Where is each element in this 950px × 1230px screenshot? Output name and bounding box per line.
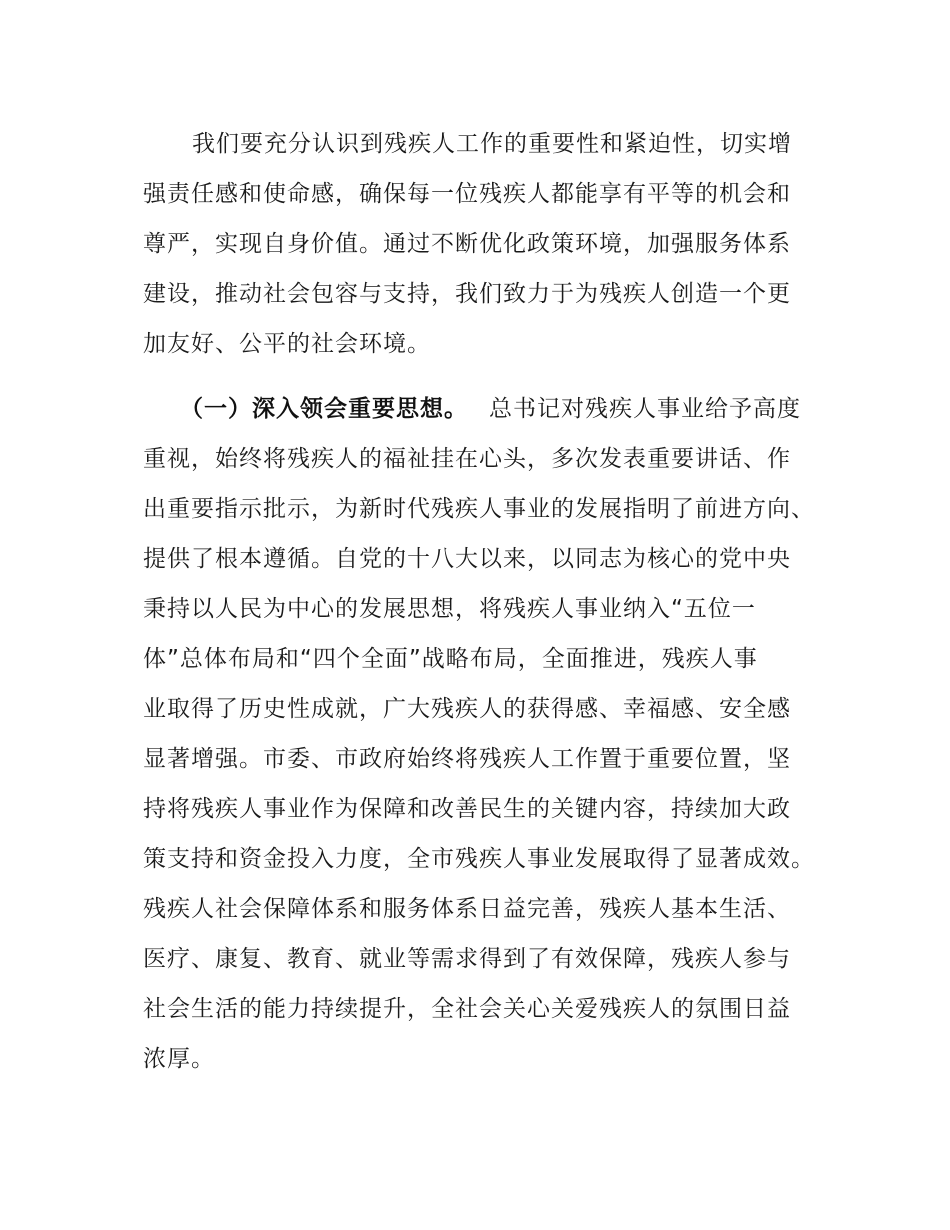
paragraph-1-line-4-text: 建设，推动社会包容与支持，我们致力于为残疾人创造一个更 xyxy=(143,281,791,307)
paragraph-1-line-2 xyxy=(0,169,950,219)
paragraph-2-line-5 xyxy=(0,584,950,634)
paragraph-2-line-2-text: 重视，始终将残疾人的福祉挂在心头，多次发表重要讲话、作 xyxy=(143,446,791,472)
paragraph-2-line-5-text: 秉持以人民为中心的发展思想，将残疾人事业纳入“五位一 xyxy=(143,596,756,622)
paragraph-2-line-14 xyxy=(0,1034,950,1084)
paragraph-2-line-13 xyxy=(0,984,950,1034)
paragraph-1-line-1 xyxy=(0,119,950,169)
paragraph-2-line-10 xyxy=(0,834,950,884)
paragraph-2-line-13-text: 社会生活的能力持续提升，全社会关心关爱残疾人的氛围日益 xyxy=(143,996,791,1022)
paragraph-2-line-9 xyxy=(0,784,950,834)
paragraph-2-line-2 xyxy=(0,434,950,484)
paragraph-2-line-11 xyxy=(0,884,950,934)
paragraph-1-line-3-text: 尊严，实现自身价值。通过不断优化政策环境，加强服务体系 xyxy=(143,231,791,257)
section-heading: （一）深入领会重要思想。 xyxy=(180,396,468,422)
paragraph-1-line-5 xyxy=(0,319,950,369)
paragraph-2-line-12-text: 医疗、康复、教育、就业等需求得到了有效保障，残疾人参与 xyxy=(143,946,791,972)
paragraph-2-line-6 xyxy=(0,634,950,684)
paragraph-2-line-7 xyxy=(0,684,950,734)
paragraph-2-line-6-text: 体”总体布局和“四个全面”战略布局，全面推进，残疾人事 xyxy=(143,646,758,672)
paragraph-2-line-7-text: 业取得了历史性成就，广大残疾人的获得感、幸福感、安全感 xyxy=(143,696,791,722)
paragraph-2-line-4-text: 提供了根本遵循。自党的十八大以来，以同志为核心的党中央 xyxy=(143,546,791,572)
paragraph-2-line-14-text: 浓厚。 xyxy=(143,1046,215,1072)
paragraph-1-line-4 xyxy=(0,269,950,319)
paragraph-1-line-1-text: 我们要充分认识到残疾人工作的重要性和紧迫性，切实增 xyxy=(192,131,792,157)
paragraph-1-line-3 xyxy=(0,219,950,269)
paragraph-2-line-11-text: 残疾人社会保障体系和服务体系日益完善，残疾人基本生活、 xyxy=(143,896,791,922)
paragraph-2-line-3-text: 出重要指示批示，为新时代残疾人事业的发展指明了前进方向、 xyxy=(143,496,815,522)
paragraph-2-line-10-text: 策支持和资金投入力度，全市残疾人事业发展取得了显著成效。 xyxy=(143,846,815,872)
paragraph-2-line-9-text: 持将残疾人事业作为保障和改善民生的关键内容，持续加大政 xyxy=(143,796,791,822)
paragraph-2-line-1-text: 总书记对残疾人事业给予高度 xyxy=(489,396,801,422)
paragraph-2-line-3 xyxy=(0,484,950,534)
paragraph-1-line-5-text: 加友好、公平的社会环境。 xyxy=(143,331,431,357)
paragraph-2-line-8-text: 显著增强。市委、市政府始终将残疾人工作置于重要位置，坚 xyxy=(143,746,791,772)
paragraph-2-line-12 xyxy=(0,934,950,984)
paragraph-2-line-4 xyxy=(0,534,950,584)
paragraph-2-line-8 xyxy=(0,734,950,784)
paragraph-2-line-1 xyxy=(0,384,950,434)
paragraph-1-line-2-text: 强责任感和使命感，确保每一位残疾人都能享有平等的机会和 xyxy=(143,181,791,207)
